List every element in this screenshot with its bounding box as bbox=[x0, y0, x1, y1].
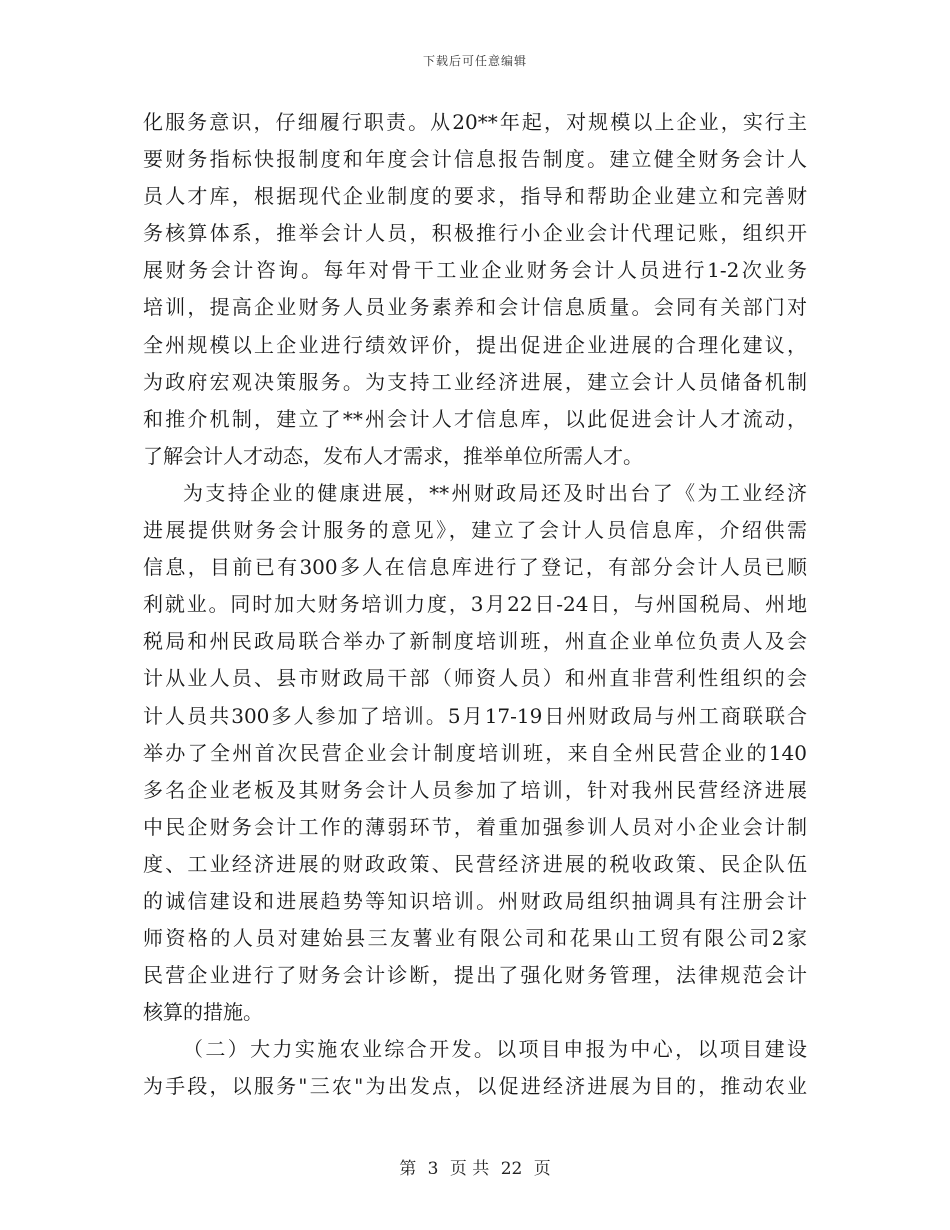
paragraph bbox=[143, 104, 807, 475]
page-footer bbox=[0, 1154, 950, 1179]
text-line: 计从业人员、县市财政局干部（师资人员）和州直非营利性组织的会 bbox=[143, 666, 807, 691]
text-line: 师资格的人员对建始县三友薯业有限公司和花果山工贸有限公司2家 bbox=[143, 926, 807, 951]
text-line: 化服务意识，仔细履行职责。从20**年起，对规模以上企业，实行主 bbox=[143, 110, 807, 134]
footer-middle: 页 共 bbox=[449, 1159, 490, 1179]
text-line: 举办了全州首次民营企业会计制度培训班，来自全州民营企业的140 bbox=[143, 740, 807, 765]
footer-total-pages: 22 bbox=[500, 1159, 523, 1179]
text-line: 员人才库，根据现代企业制度的要求，指导和帮助企业建立和完善财 bbox=[143, 184, 807, 209]
document-body bbox=[143, 104, 807, 1106]
text-line: 要财务指标快报制度和年度会计信息报告制度。建立健全财务会计人 bbox=[143, 147, 807, 172]
text-line: 的诚信建设和进展趋势等知识培训。州财政局组织抽调具有注册会计 bbox=[143, 888, 807, 913]
text-line: 为支持企业的健康进展，**州财政局还及时出台了《为工业经济 bbox=[183, 480, 807, 505]
text-line: 多名企业老板及其财务会计人员参加了培训，针对我州民营经济进展 bbox=[143, 777, 807, 802]
text-line: 为政府宏观决策服务。为支持工业经济进展，建立会计人员储备机制 bbox=[143, 369, 807, 394]
text-line: 培训，提高企业财务人员业务素养和会计信息质量。会同有关部门对 bbox=[143, 295, 807, 320]
footer-page-number: 3 bbox=[427, 1159, 439, 1179]
footer-prefix: 第 bbox=[399, 1159, 417, 1179]
footer-suffix: 页 bbox=[533, 1159, 551, 1179]
text-line: 务核算体系，推举会计人员，积极推行小企业会计代理记账，组织开 bbox=[143, 221, 807, 246]
text-line: 计人员共300多人参加了培训。5月17-19日州财政局与州工商联联合 bbox=[143, 703, 807, 728]
text-line: 核算的措施。 bbox=[143, 1000, 263, 1025]
text-line: 全州规模以上企业进行绩效评价，提出促进企业进展的合理化建议， bbox=[143, 332, 807, 357]
text-line: 为手段，以服务"三农"为出发点，以促进经济进展为目的，推动农业 bbox=[143, 1074, 807, 1099]
page-header: 下载后可任意编辑 bbox=[422, 54, 527, 68]
text-line: 利就业。同时加大财务培训力度，3月22日-24日，与州国税局、州地 bbox=[143, 592, 807, 617]
text-line: 中民企财务会计工作的薄弱环节，着重加强参训人员对小企业会计制 bbox=[143, 814, 807, 839]
text-line: 度、工业经济进展的财政政策、民营经济进展的税收政策、民企队伍 bbox=[143, 851, 807, 876]
text-line: 信息，目前已有300多人在信息库进行了登记，有部分会计人员已顺 bbox=[143, 555, 807, 580]
text-line: 民营企业进行了财务会计诊断，提出了强化财务管理，法律规范会计 bbox=[143, 963, 807, 988]
paragraph bbox=[143, 475, 807, 1031]
text-line: 和推介机制，建立了**州会计人才信息库，以此促进会计人才流动， bbox=[143, 406, 807, 431]
text-line: 税局和州民政局联合举办了新制度培训班，州直企业单位负责人及会 bbox=[143, 629, 807, 654]
text-line: 进展提供财务会计服务的意见》，建立了会计人员信息库，介绍供需 bbox=[143, 518, 807, 543]
paragraph bbox=[143, 1031, 807, 1105]
text-line: 了解会计人才动态，发布人才需求，推举单位所需人才。 bbox=[143, 443, 643, 468]
text-line: （二）大力实施农业综合开发。以项目申报为中心，以项目建设 bbox=[183, 1037, 807, 1062]
text-line: 展财务会计咨询。每年对骨干工业企业财务会计人员进行1-2次业务 bbox=[143, 258, 807, 283]
